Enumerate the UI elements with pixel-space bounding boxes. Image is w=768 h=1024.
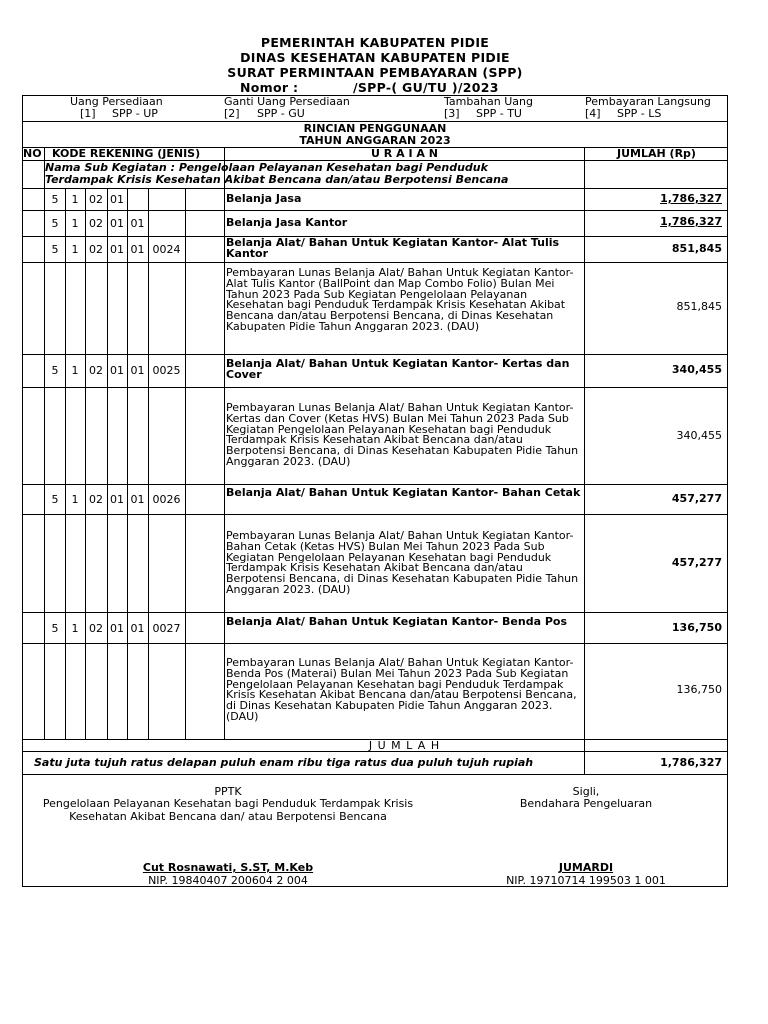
- row-amount: 457,277: [671, 492, 722, 505]
- code-cell: 0024: [152, 243, 181, 256]
- divider: [148, 188, 149, 739]
- code-cell: 1: [71, 243, 79, 256]
- code-cell: 02: [89, 622, 103, 635]
- divider: [107, 188, 108, 739]
- row-title: Belanja Alat/ Bahan Untuk Kegiatan Kantor- Benda Pos: [226, 615, 568, 628]
- jumlah-label: J U M L A H: [368, 739, 441, 752]
- code-cell: 01: [130, 243, 145, 256]
- code-cell: 01: [110, 364, 124, 377]
- type-2-code: SPP - GU: [257, 107, 305, 120]
- sub-kegiatan-line-1: Nama Sub Kegiatan : Pengelolaan Pelayanan Kesehatan bagi Penduduk: [45, 161, 488, 174]
- type-4-num: [4]: [585, 107, 601, 120]
- type-1-code: SPP - UP: [112, 107, 158, 120]
- header-line-3: SURAT PERMINTAAN PEMBAYARAN (SPP): [227, 65, 523, 80]
- type-3-num: [3]: [444, 107, 460, 120]
- row-amount: 851,845: [671, 242, 722, 255]
- code-cell: 1: [71, 622, 79, 635]
- code-cell: 5: [51, 243, 59, 256]
- code-cell: 0026: [152, 493, 181, 506]
- code-cell: 02: [89, 217, 103, 230]
- row-title: Belanja Jasa Kantor: [226, 216, 348, 229]
- rincian-line-1: RINCIAN PENGGUNAAN: [303, 122, 447, 135]
- row-amount: 136,750: [671, 621, 722, 634]
- pptk-role: PPTK: [214, 785, 242, 798]
- pptk-nip: NIP. 19840407 200604 2 004: [148, 874, 308, 887]
- code-cell: 01: [130, 364, 145, 377]
- code-cell: 5: [51, 364, 59, 377]
- row-description: Pembayaran Lunas Belanja Alat/ Bahan Untuk Kegiatan Kantor- Alat Tulis Kantor (BallPoint dan Map Combo Folio) Bulan Mei Tahun 2023 Pada Sub Kegiatan Pengelolaan Pelayanan Kesehatan bagi Penduduk Terdampak Krisis Kesehatan Akibat Bencana dan/atau Berpotensi Bencana, di Dinas Kesehatan Kabupaten Pidie Tahun Anggaran 2023. (DAU): [226, 266, 574, 333]
- divider: [44, 147, 45, 739]
- type-3-title: Tambahan Uang: [444, 95, 534, 108]
- divider: [65, 188, 66, 739]
- divider: [85, 188, 86, 739]
- code-cell: 5: [51, 217, 59, 230]
- bendahara-name: JUMARDI: [558, 861, 614, 874]
- row-description: Pembayaran Lunas Belanja Alat/ Bahan Untuk Kegiatan Kantor- Bahan Cetak (Ketas HVS) Bulan Mei Tahun 2023 Pada Sub Kegiatan Pengelolaan Pelayanan Kesehatan bagi Penduduk Terdampak Krisis Kesehatan Akibat Bencana dan/atau Berpotensi Bencana, di Dinas Kesehatan Kabupaten Pidie Tahun Anggaran 2023. (DAU): [226, 529, 579, 596]
- row-amount: 340,455: [671, 363, 722, 376]
- divider: [127, 188, 128, 739]
- row-title: Belanja Alat/ Bahan Untuk Kegiatan Kantor- Bahan Cetak: [226, 486, 581, 499]
- rincian-line-2: TAHUN ANGGARAN 2023: [299, 134, 451, 147]
- bendahara-nip: NIP. 19710714 199503 1 001: [506, 874, 666, 887]
- pptk-name: Cut Rosnawati, S.ST, M.Keb: [142, 861, 314, 874]
- pptk-line-2: Kesehatan Akibat Bencana dan/ atau Berpotensi Bencana: [69, 810, 387, 823]
- code-cell: 02: [89, 243, 103, 256]
- code-cell: 01: [110, 217, 124, 230]
- pptk-line-1: Pengelolaan Pelayanan Kesehatan bagi Penduduk Terdampak Krisis: [42, 797, 414, 810]
- code-cell: 1: [71, 217, 79, 230]
- type-4-title: Pembayaran Langsung: [585, 95, 711, 108]
- row-amount: 457,277: [671, 556, 722, 569]
- row-amount: 1,786,327: [660, 192, 722, 205]
- code-cell: 1: [71, 193, 79, 206]
- nomor: [240, 80, 499, 95]
- nomor-value: /SPP-( GU/TU )/2023: [353, 80, 499, 95]
- row-amount: 1,786,327: [660, 215, 722, 228]
- type-4-code: SPP - LS: [617, 107, 662, 120]
- type-1-title: Uang Persediaan: [70, 95, 163, 108]
- header-line-1: PEMERINTAH KABUPATEN PIDIE: [260, 35, 490, 50]
- col-uraian: U R A I A N: [371, 147, 438, 160]
- row-amount: 136,750: [676, 683, 722, 696]
- type-2-num: [2]: [224, 107, 240, 120]
- row-description: Pembayaran Lunas Belanja Alat/ Bahan Untuk Kegiatan Kantor- Benda Pos (Materai) Bulan Mei Tahun 2023 Pada Sub Kegiatan Pengelolaan Pelayanan Kesehatan bagi Penduduk Terdampak Krisis Kesehatan Akibat Bencana dan/atau Berpotensi Bencana, di Dinas Kesehatan Kabupaten Pidie Tahun Anggaran 2023. (DAU): [226, 656, 577, 723]
- code-cell: 01: [110, 193, 124, 206]
- code-cell: 02: [89, 364, 103, 377]
- terbilang: Satu juta tujuh ratus delapan puluh enam ribu tiga ratus dua puluh tujuh rupiah: [34, 756, 534, 769]
- row-title: Belanja Alat/ Bahan Untuk Kegiatan Kantor- Alat Tulis Kantor: [226, 236, 560, 260]
- divider: [22, 774, 728, 775]
- header-line-2: DINAS KESEHATAN KABUPATEN PIDIE: [240, 50, 510, 65]
- code-cell: 1: [71, 493, 79, 506]
- row-amount: 851,845: [676, 300, 722, 313]
- code-cell: 01: [130, 622, 145, 635]
- type-1-num: [1]: [80, 107, 96, 120]
- total-amount: 1,786,327: [660, 756, 722, 769]
- nomor-label: Nomor :: [240, 80, 299, 95]
- sub-kegiatan-line-2: Terdampak Krisis Kesehatan Akibat Bencana dan/atau Berpotensi Bencana: [45, 173, 509, 186]
- bendahara-role: Bendahara Pengeluaran: [519, 797, 653, 810]
- code-cell: 02: [89, 193, 103, 206]
- code-cell: 5: [51, 622, 59, 635]
- code-cell: 5: [51, 493, 59, 506]
- type-3-code: SPP - TU: [476, 107, 522, 120]
- code-cell: 0027: [152, 622, 181, 635]
- code-cell: 02: [89, 493, 103, 506]
- sign-place: Sigli,: [572, 785, 600, 798]
- code-cell: 01: [110, 493, 124, 506]
- col-kode: KODE REKENING (JENIS): [52, 147, 201, 160]
- code-cell: 0025: [152, 364, 181, 377]
- code-cell: 01: [110, 622, 124, 635]
- code-cell: 01: [110, 243, 124, 256]
- code-cell: 5: [51, 193, 59, 206]
- divider: [584, 147, 585, 774]
- row-amount: 340,455: [676, 429, 722, 442]
- row-title: Belanja Jasa: [226, 192, 302, 205]
- col-no: NO: [23, 147, 42, 160]
- divider: [224, 147, 225, 739]
- type-2-title: Ganti Uang Persediaan: [224, 95, 350, 108]
- divider: [185, 188, 186, 739]
- code-cell: 01: [130, 217, 145, 230]
- code-cell: 01: [130, 493, 145, 506]
- code-cell: 1: [71, 364, 79, 377]
- row-title: Belanja Alat/ Bahan Untuk Kegiatan Kantor- Kertas dan Cover: [226, 357, 570, 381]
- col-jumlah: JUMLAH (Rp): [617, 147, 696, 160]
- row-description: Pembayaran Lunas Belanja Alat/ Bahan Untuk Kegiatan Kantor- Kertas dan Cover (Ketas HVS) Bulan Mei Tahun 2023 Pada Sub Kegiatan Pengelolaan Pelayanan Kesehatan bagi Penduduk Terdampak Krisis Kesehatan Akibat Bencana dan/atau Berpotensi Bencana, di Dinas Kesehatan Kabupaten Pidie Tahun Anggaran 2023. (DAU): [226, 401, 579, 468]
